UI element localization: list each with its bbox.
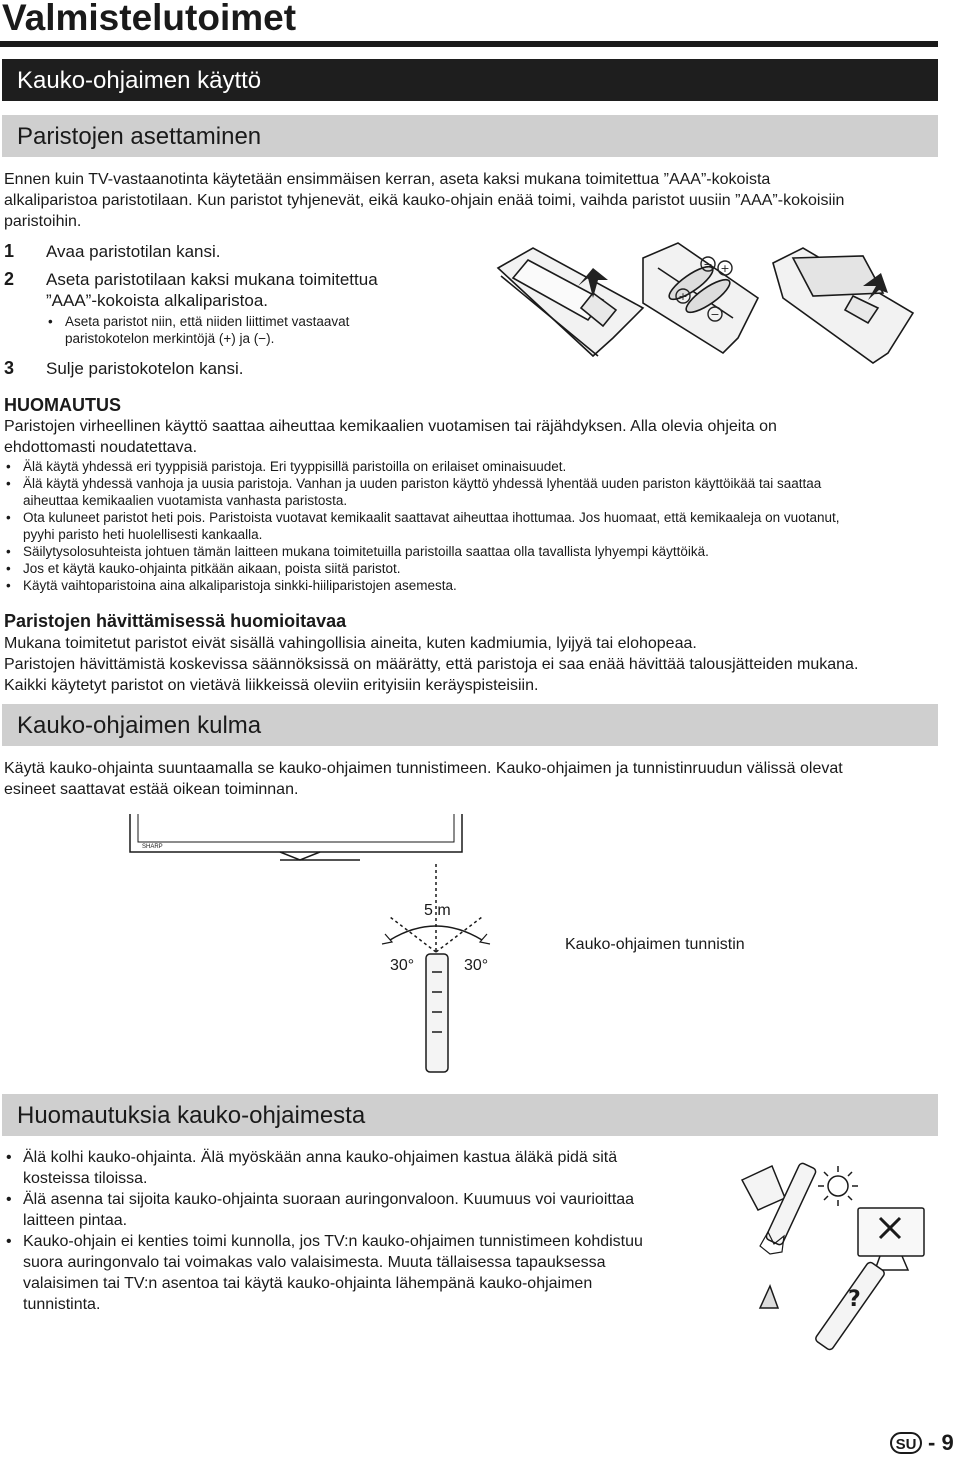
remote-angle-diagram	[120, 812, 580, 1074]
disposal-line: Kaikki käytetyt paristot on vietävä liikkeissä oleviin erityisiin keräyspisteisiin.	[4, 677, 539, 694]
list-item: • Aseta paristot niin, että niiden liittimet vastaavat paristokotelon merkintöjä (+) ja (−).	[46, 313, 466, 347]
page-title: Valmistelutoimet	[2, 0, 297, 38]
section-heading-main: Kauko-ohjaimen käyttö	[2, 59, 938, 101]
list-item: • Kauko-ohjain ei kenties toimi kunnolla, jos TV:n kauko-ohjaimen tunnistimeen kohdistuu suora auringonvalo tai voimakas valo valaisimesta. Muuta tällaisessa tapauksessa valaisimen tai TV:n asentoa tai käytä kauko-ohjainta lähempänä kauko-ohjaimen tunnistinta.	[4, 1231, 704, 1315]
remote-care-illustration	[730, 1158, 940, 1378]
list-item: • Käytä vaihtoparistoina aina alkaliparistoja sinkki-hiiliparistojen asemesta.	[4, 577, 944, 594]
note-text	[4, 416, 934, 458]
batteries-heading: Paristojen asettaminen	[2, 115, 938, 157]
step-1	[4, 241, 474, 262]
title-rule	[0, 41, 938, 47]
distance-label: 5 m	[424, 902, 451, 919]
disposal-line: Mukana toimitetut paristot eivät sisällä vahingollisia aineita, kuten kadmiumia, lyijyä tai elohopeaa.	[4, 635, 697, 652]
list-item: • Jos et käytä kauko-ohjainta pitkään aikaan, poista siitä paristot.	[4, 560, 944, 577]
step-2-note	[46, 313, 466, 347]
step-text: Sulje paristokotelon kansi.	[46, 359, 244, 378]
step-2	[4, 269, 484, 310]
svg-text:+: +	[678, 290, 688, 303]
disposal-line: Paristojen hävittämistä koskevissa säännöksissä on määrätty, että paristoja ei saa enää hävittää talousjätteiden mukana.	[4, 656, 859, 673]
step-number: 3	[4, 358, 15, 378]
page-number: - 9	[928, 1430, 954, 1455]
sensor-label: Kauko-ohjaimen tunnistin	[565, 936, 745, 953]
list-item: • Älä käytä yhdessä vanhoja ja uusia paristoja. Vanhan ja uuden pariston käyttö yhdessä lyhentää uuden pariston käyttöikää tai saattaa aiheuttaa kemikaalien vuotamista vanhasta paristosta.	[4, 475, 944, 509]
tv-brand-logo: SHARP	[142, 844, 163, 850]
list-item: • Säilytysolosuhteista johtuen tämän laitteen mukana toimitetuilla paristoilla saattaa olla tavallista lyhyempi käyttöikä.	[4, 543, 944, 560]
intro-line: alkaliparistoa paristotilaan. Kun paristot tyhjenevät, eikä kauko-ohjain enää toimi, vaihda paristot uusiin ”AAA”-kokoisiin	[4, 192, 845, 209]
battery-insertion-illustration	[493, 238, 943, 373]
step-text: Avaa paristotilan kansi.	[46, 242, 221, 261]
step-number: 2	[4, 269, 15, 289]
remote-notes-heading: Huomautuksia kauko-ohjaimesta	[2, 1094, 938, 1136]
step-3	[4, 358, 474, 379]
svg-text:+: +	[720, 262, 730, 275]
note-line: Paristojen virheellinen käyttö saattaa aiheuttaa kemikaalien vuotamisen tai räjähdyksen. Alla olevia ohjeita on	[4, 418, 777, 435]
angle-line: esineet saattavat estää oikean toiminnan.	[4, 781, 299, 798]
step-text: ”AAA”-kokoista alkaliparistoa.	[46, 291, 269, 310]
angle-line: Käytä kauko-ohjainta suuntaamalla se kauko-ohjaimen tunnistimeen. Kauko-ohjaimen ja tunnistinruudun välissä olevat	[4, 760, 843, 777]
disposal-heading: Paristojen hävittämisessä huomioitavaa	[4, 611, 347, 631]
angle-text	[4, 758, 944, 800]
list-item: • Ota kuluneet paristot heti pois. Paristoista vuotavat kemikaalit saattavat aiheuttaa ihottumaa. Jos huomaat, että kemikaaleja on vuotanut, pyyhi paristo heti huolellisesti kankaalla.	[4, 509, 944, 543]
angle-heading: Kauko-ohjaimen kulma	[2, 704, 938, 746]
disposal-text	[4, 633, 944, 696]
angle-right-label: 30°	[464, 957, 489, 974]
intro-line: Ennen kuin TV-vastaanotinta käytetään ensimmäisen kerran, aseta kaksi mukana toimitettua ”AAA”-kokoista	[4, 171, 771, 188]
svg-text:−: −	[703, 258, 713, 271]
angle-left-label: 30°	[390, 957, 415, 974]
intro-line: paristoihin.	[4, 213, 82, 230]
svg-text:?: ?	[848, 1287, 861, 1312]
list-item: • Älä käytä yhdessä eri tyyppisiä paristoja. Eri tyyppisillä paristoilla on erilaiset ominaisuudet.	[4, 458, 944, 475]
step-text: Aseta paristotilaan kaksi mukana toimitettua	[46, 270, 378, 289]
note-bullets	[4, 458, 944, 594]
list-item: • Älä kolhi kauko-ohjainta. Älä myöskään anna kauko-ohjaimen kastua äläkä pidä sitä kosteissa tiloissa.	[4, 1147, 704, 1189]
note-heading: HUOMAUTUS	[4, 395, 121, 415]
step-number: 1	[4, 241, 15, 261]
list-item: • Älä asenna tai sijoita kauko-ohjainta suoraan auringonvaloon. Kuumuus voi vaurioittaa laitteen pintaa.	[4, 1189, 704, 1231]
note-line: ehdottomasti noudatettava.	[4, 439, 198, 456]
language-badge: SU	[890, 1432, 922, 1454]
remote-notes-bullets	[4, 1147, 704, 1315]
batteries-intro	[4, 169, 934, 232]
svg-text:−: −	[710, 308, 720, 321]
